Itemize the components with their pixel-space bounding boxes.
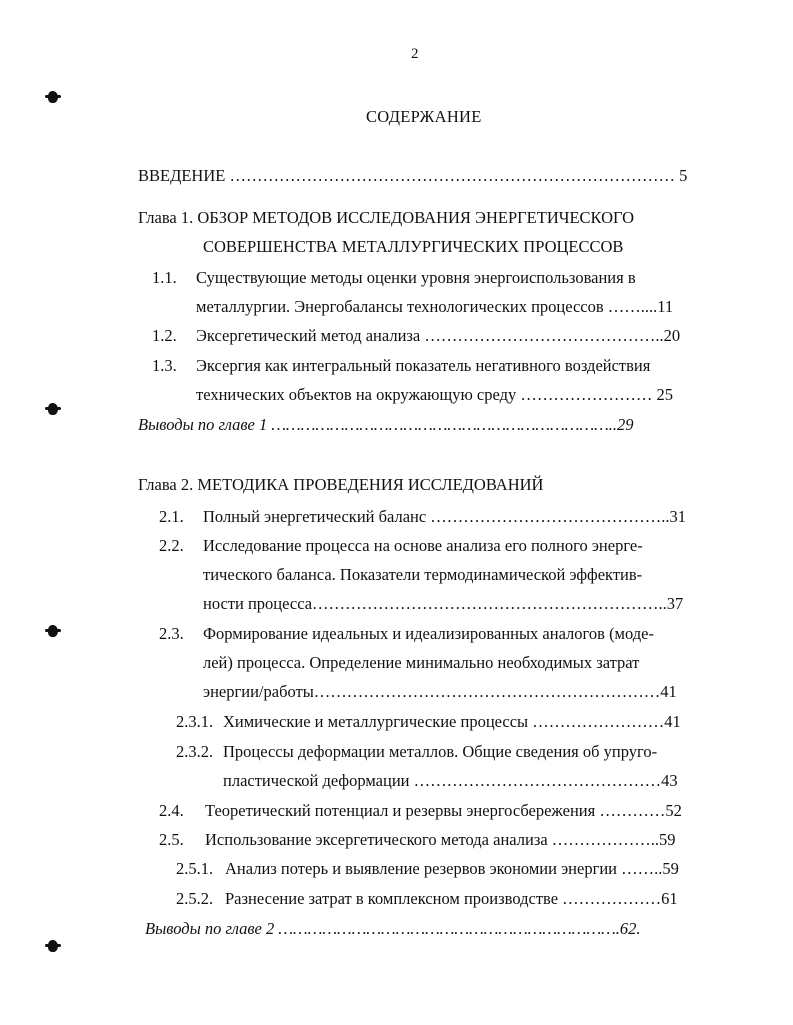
- section-2-3-2-line2: пластической деформации ………………………………………43: [223, 771, 678, 790]
- binder-mark-1: [48, 91, 58, 103]
- page-number: 2: [411, 46, 419, 62]
- section-2-2-line3: ности процесса………………………………………………………..37: [203, 594, 684, 613]
- section-2-3-1-line1: Химические и металлургические процессы ……………………41: [223, 712, 681, 731]
- section-number-2-5-1: 2.5.1.: [176, 859, 214, 878]
- section-2-3-line2: лей) процесса. Определение минимально необходимых затрат: [203, 653, 640, 672]
- chapter-2-conclusions: Выводы по главе 2 …………………………………………………………….62.: [145, 919, 641, 938]
- section-2-3-line1: Формирование идеальных и идеализированных аналогов (моде-: [203, 624, 654, 643]
- chapter-2-title: Глава 2. МЕТОДИКА ПРОВЕДЕНИЯ ИССЛЕДОВАНИЙ: [138, 475, 544, 494]
- section-number-2-5: 2.5.: [159, 830, 184, 849]
- section-2-2-line2: тического баланса. Показатели термодинамической эффектив-: [203, 565, 643, 584]
- section-2-4-line1: Теоретический потенциал и резервы энергосбережения …………52: [205, 801, 682, 820]
- binder-mark-3: [48, 625, 58, 637]
- section-number-2-4: 2.4.: [159, 801, 184, 820]
- section-1-1-line2: металлургии. Энергобалансы технологических процессов ……....11: [196, 297, 674, 316]
- binder-mark-4: [48, 940, 58, 952]
- section-number-2-3: 2.3.: [159, 624, 184, 643]
- section-number-2-3-2: 2.3.2.: [176, 742, 214, 761]
- section-2-1-line1: Полный энергетический баланс ……………………………………..31: [203, 507, 687, 526]
- section-number-1-3: 1.3.: [152, 356, 177, 375]
- section-1-1-line1: Существующие методы оценки уровня энергоиспользования в: [196, 268, 636, 287]
- chapter-1-title-line2: СОВЕРШЕНСТВА МЕТАЛЛУРГИЧЕСКИХ ПРОЦЕССОВ: [203, 237, 624, 256]
- chapter-1-conclusions: Выводы по главе 1 ……………………………………………………………..29: [138, 415, 634, 434]
- section-2-5-2-line1: Разнесение затрат в комплексном производстве ………………61: [225, 889, 678, 908]
- section-number-2-5-2: 2.5.2.: [176, 889, 214, 908]
- section-2-5-1-line1: Анализ потерь и выявление резервов экономии энергии ……..59: [225, 859, 679, 878]
- section-1-3-line1: Эксергия как интегральный показатель негативного воздействия: [196, 356, 651, 375]
- chapter-1-title-line1: Глава 1. ОБЗОР МЕТОДОВ ИССЛЕДОВАНИЯ ЭНЕРГЕТИЧЕСКОГО: [138, 208, 635, 227]
- section-number-2-1: 2.1.: [159, 507, 184, 526]
- section-number-2-2: 2.2.: [159, 536, 184, 555]
- binder-mark-2: [48, 403, 58, 415]
- section-2-5-line1: Использование эксергетического метода анализа ………………..59: [205, 830, 676, 849]
- section-number-1-2: 1.2.: [152, 326, 177, 345]
- section-2-2-line1: Исследование процесса на основе анализа его полного энерге-: [203, 536, 643, 555]
- section-2-3-2-line1: Процессы деформации металлов. Общие сведения об упруго-: [223, 742, 658, 761]
- section-1-3-line2: технических объектов на окружающую среду …………………… 25: [196, 385, 673, 404]
- section-number-1-1: 1.1.: [152, 268, 177, 287]
- toc-intro: ВВЕДЕНИЕ ……………………………………………………………………… 5: [138, 166, 688, 185]
- page-title: СОДЕРЖАНИЕ: [366, 107, 482, 126]
- section-number-2-3-1: 2.3.1.: [176, 712, 214, 731]
- section-2-3-line3: энергии/работы………………………………………………………41: [203, 682, 677, 701]
- section-1-2-line1: Эксергетический метод анализа ……………………………………..20: [196, 326, 681, 345]
